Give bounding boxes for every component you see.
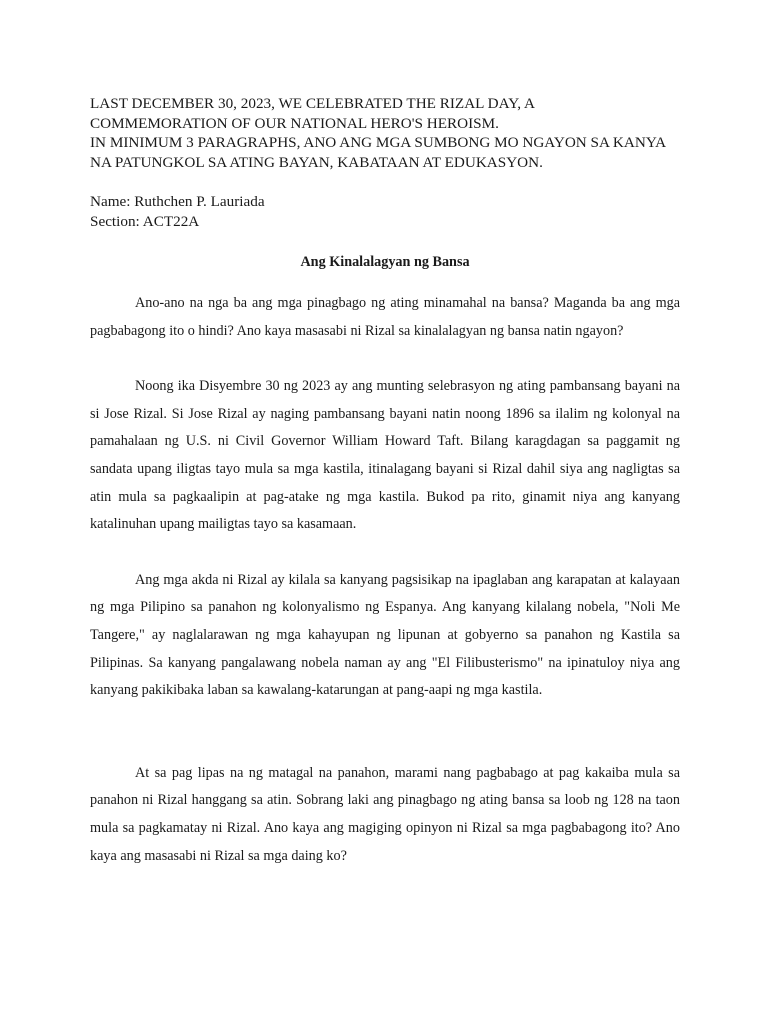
essay-title: Ang Kinalalagyan ng Bansa <box>300 254 470 270</box>
student-info <box>90 192 680 231</box>
essay-paragraph-1: Ano-ano na nga ba ang mga pinagbago ng ating minamahal na bansa? Maganda ba ang mga pagbabagong ito o hindi? Ano kaya masasabi ni Rizal sa kinalalagyan ng bansa natin ngayon? <box>90 295 680 339</box>
prompt-line-2: COMMEMORATION OF OUR NATIONAL HERO'S HEROISM. <box>90 114 499 132</box>
assignment-prompt <box>90 94 680 172</box>
essay-paragraph-4: At sa pag lipas na ng matagal na panahon, marami nang pagbabago at pag kakaiba mula sa panahon ni Rizal hanggang sa atin. Sobrang laki ang pinagbago ng ating bansa sa loob ng 128 na taon mula sa pagkamatay ni Rizal. Ano kaya ang magiging opinyon ni Rizal sa mga pagbabagong ito? Ano kaya ang masasabi ni Rizal sa mga daing ko? <box>90 764 680 864</box>
prompt-line-3: IN MINIMUM 3 PARAGRAPHS, ANO ANG MGA SUMBONG MO NGAYON SA KANYA <box>90 134 667 151</box>
essay-paragraph-2: Noong ika Disyembre 30 ng 2023 ay ang munting selebrasyon ng ating pambansang bayani na si Jose Rizal. Si Jose Rizal ay naging pambansang bayani natin noong 1896 sa ilalim ng kolonyal na pamahalaan ng U.S. ni Civil Governor William Howard Taft. Bilang karagdagan sa paggamit ng sandata upang iligtas tayo mula sa mga kastila, itinalagang bayani si Rizal dahil siya ang nagligtas sa atin mula sa pagkaalipin at pag-atake ng mga kastila. Bukod pa rito, ginamit niya ang kanyang katalinuhan upang mailigtas tayo sa kasamaan. <box>90 378 680 533</box>
document-page <box>90 94 680 870</box>
prompt-line-1: LAST DECEMBER 30, 2023, WE CELEBRATED THE RIZAL DAY, A <box>90 95 535 112</box>
student-section: Section: ACT22A <box>90 212 200 230</box>
essay-paragraph-3: Ang mga akda ni Rizal ay kilala sa kanyang pagsisikap na ipaglaban ang karapatan at kalayaan ng mga Pilipino sa panahon ng kolonyalismo ng Espanya. Ang kanyang kilalang nobela, "Noli Me Tangere," ay naglalarawan ng mga kahayupan ng lipunan at gobyerno sa panahon ng Kastila sa Pilipinas. Sa kanyang pangalawang nobela naman ay ang "El Filibusterismo" na ipinatuloy niya ang kanyang pakikibaka laban sa kawalang-katarungan at pang-aapi ng mga kastila. <box>90 571 680 699</box>
prompt-line-4: NA PATUNGKOL SA ATING BAYAN, KABATAAN AT EDUKASYON. <box>90 153 543 171</box>
student-name: Name: Ruthchen P. Lauriada <box>90 193 265 210</box>
